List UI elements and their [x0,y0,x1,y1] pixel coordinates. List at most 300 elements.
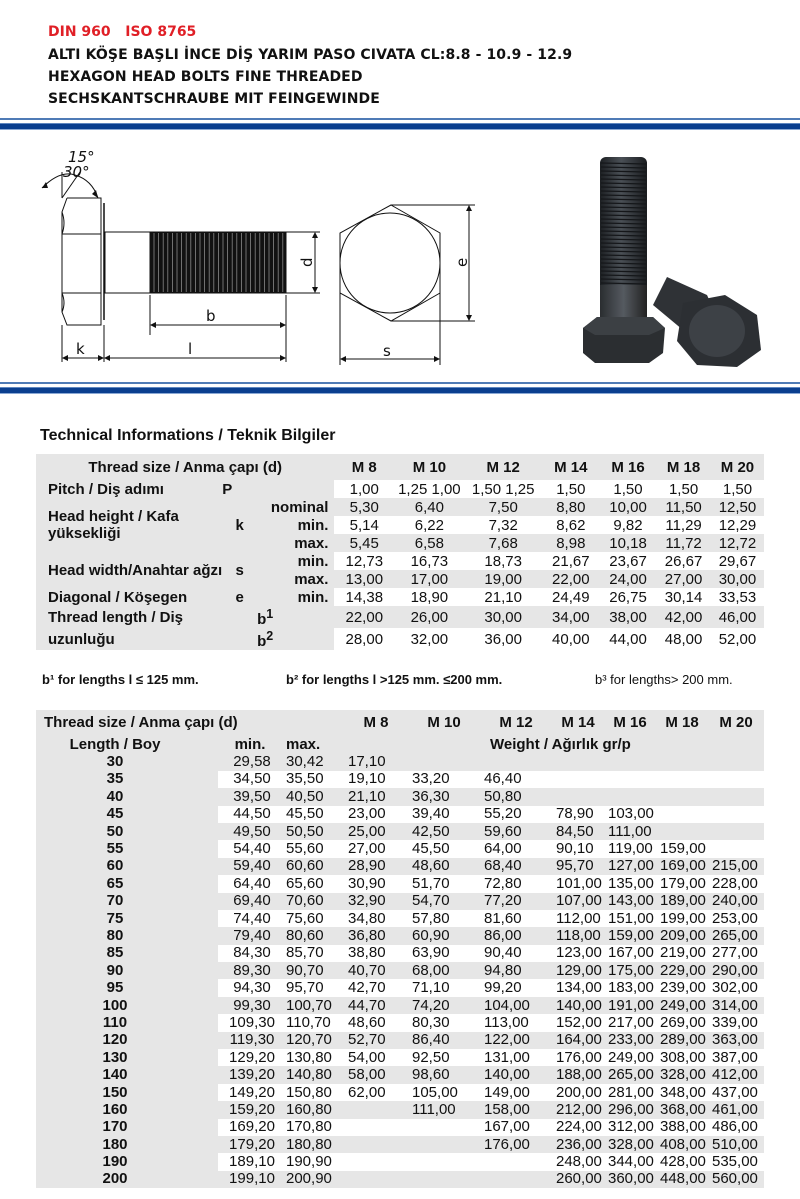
cell-value: 19,00 [484,570,522,588]
weight-cell: 233,00 [608,1031,654,1049]
symbol-b: b [257,633,267,650]
weight-cell: 78,90 [552,806,604,823]
weight-cell: 21,10 [348,787,386,805]
weight-cell: 224,00 [552,1119,604,1136]
weight-cell [552,753,604,770]
min-cell: 59,40 [233,857,271,875]
spacer-cell [184,1136,218,1153]
cell-value: 28,00 [334,628,394,650]
weight-cell: 32,90 [348,892,386,910]
weight-cell: 191,00 [608,996,654,1014]
weight-cell: 448,00 [660,1170,706,1188]
weight-cell: 94,80 [484,961,522,979]
row-label: Diagonal / Köşegen [48,588,188,606]
min-cell: 84,30 [218,945,282,962]
weight-cell: 48,60 [344,1014,408,1031]
weight-cell: 23,00 [344,806,408,823]
table-row [36,893,764,910]
table-row [36,840,764,857]
weight-cell [708,806,764,823]
cell-value: 9,82 [600,516,656,534]
max-cell: 45,50 [282,806,344,823]
row-label: Thread length / Diş [48,608,184,626]
cell-value: 1,50 1,25 [465,480,542,498]
cell-value: 48,00 [656,628,711,650]
length-cell: 80 [106,926,124,944]
weight-cell: 98,60 [412,1066,450,1084]
cell-value: 29,67 [711,552,764,570]
table-row [36,945,764,962]
min-cell: 79,40 [233,926,271,944]
weight-cell: 99,20 [480,979,552,996]
weight-cell: 118,00 [556,926,601,944]
weight-header-row [36,710,764,736]
weight-cell [480,1153,552,1170]
weight-cell: 112,00 [552,910,604,927]
weight-cell: 277,00 [708,945,764,962]
weight-cell: 55,20 [480,806,552,823]
weight-cell: 45,50 [408,840,480,857]
cell-value: 40,00 [542,628,600,650]
weight-cell [344,1101,408,1118]
cell-value: 33,53 [711,588,764,606]
weight-cell: 68,40 [484,857,522,875]
cell-value: 18,73 [465,552,542,570]
cell-value: 52,00 [711,628,764,650]
table-row [36,1084,764,1101]
size-col-header: M 18 [665,714,699,731]
max-cell: 150,80 [282,1084,344,1101]
weight-cell: 140,00 [484,1066,530,1084]
weight-cell: 60,90 [412,926,450,944]
cell-value: 7,50 [488,498,518,516]
length-cell: 150 [102,1083,128,1101]
row-label [36,498,222,552]
cell-value: 7,68 [488,534,518,552]
cell-value: 30,00 [718,570,757,588]
weight-cell: 77,20 [484,892,522,910]
weight-cell: 535,00 [708,1153,764,1170]
row-symbol: e [235,588,244,606]
weight-cell: 36,80 [348,926,386,944]
weight-cell: 328,00 [660,1066,706,1084]
weight-cell: 159,00 [656,840,708,857]
bolt-product-photo [565,145,775,370]
bolt-shank [105,232,320,293]
weight-cell: 105,00 [408,1084,480,1101]
length-cell: 100 [102,996,128,1014]
row-symbol [257,628,334,650]
cell-value: 22,00 [552,570,590,588]
spacer-cell [184,1066,218,1083]
cell-value: 30,14 [656,588,711,606]
table-row [36,979,764,996]
weight-cell: 339,00 [708,1014,764,1031]
weight-cell: 215,00 [712,857,758,875]
weight-cell: 81,60 [480,910,552,927]
table-row [36,1101,764,1118]
size-col-header: M 20 [720,458,755,476]
cell-value: 11,72 [665,534,702,552]
cell-value: 8,98 [556,534,586,552]
weight-cell: 90,40 [480,945,552,962]
note-b3: b³ for lengths> 200 mm. [595,672,733,687]
dim-label-s: s [383,342,391,360]
min-cell: 199,10 [229,1170,275,1188]
weight-cell: 17,10 [348,753,386,771]
cell-value: 11,50 [665,498,702,516]
cell-value: 1,50 [542,480,600,498]
table-row [36,875,764,892]
title-german: SECHSKANTSCHRAUBE MIT FEINGEWINDE [48,91,380,107]
length-cell: 40 [106,787,124,805]
cell-value: 27,00 [664,570,703,588]
spacer-cell [184,1171,218,1188]
size-col-header: M 10 [427,714,461,731]
cell-value: 36,00 [465,628,542,650]
row-symbol [257,606,334,628]
weight-cell: 253,00 [708,910,764,927]
weight-cell: 360,00 [608,1170,654,1188]
spacer-cell [184,962,218,979]
weight-cell: 30,90 [344,875,408,892]
weight-subheader-row [36,736,764,753]
weight-cell: 229,00 [660,961,706,979]
size-col-header: M 18 [666,458,701,476]
table-row [36,1171,764,1188]
symbol-b: b [257,611,267,628]
weight-cell: 119,00 [604,840,656,857]
weight-cell [656,806,708,823]
size-col-header: M 20 [719,714,753,731]
weight-cell: 176,00 [484,1135,530,1153]
weight-cell: 308,00 [656,1049,708,1066]
weight-cell: 38,80 [344,945,408,962]
size-col-header: M 16 [613,714,647,731]
table-row [36,823,764,840]
weight-cell: 164,00 [556,1031,602,1049]
bolt-head-side-view [62,198,104,325]
table-row [36,858,764,875]
min-cell: 99,30 [233,996,271,1014]
max-cell: 85,70 [282,945,344,962]
cell-value: 1,00 [334,480,394,498]
size-col-header: M 14 [554,458,588,476]
size-col-header: M 14 [561,714,595,731]
weight-cell: 122,00 [484,1031,530,1049]
table-row [36,910,764,927]
spacer-cell [184,910,218,927]
weight-cell: 113,00 [480,1014,552,1031]
weight-cell [656,753,708,770]
weight-cell: 134,00 [552,979,604,996]
max-cell: 200,90 [286,1170,332,1188]
weight-cell: 199,00 [656,910,708,927]
weight-cell: 249,00 [660,996,706,1014]
weight-cell [656,823,708,840]
size-col-header: M 8 [351,458,377,476]
max-cell: 55,60 [282,840,344,857]
max-cell: 130,80 [282,1049,344,1066]
weight-cell: 72,80 [480,875,552,892]
size-col-header: M 16 [611,458,645,476]
length-cell: 90 [106,961,124,979]
cell-value: 6,22 [394,516,464,534]
min-header: min. [234,735,266,753]
length-cell: 130 [102,1048,128,1066]
cell-value: 42,00 [664,608,703,626]
spacer-cell [184,1049,218,1066]
table-row [36,771,764,788]
table-row-thread-length-b2 [36,628,764,650]
weight-cell: 179,00 [656,875,708,892]
weight-cell: 58,00 [348,1066,386,1084]
weight-cell: 44,70 [348,996,386,1014]
length-cell: 120 [102,1031,128,1049]
row-sublabel: nominal [270,498,329,516]
weight-cell [656,771,708,788]
weight-cell: 42,50 [412,822,450,840]
weight-cell: 54,00 [344,1049,408,1066]
weight-cell: 437,00 [708,1084,764,1101]
weight-cell: 48,60 [412,857,450,875]
max-cell: 60,60 [286,857,324,875]
weight-cell [408,1119,480,1136]
spacer-cell [184,823,218,840]
weight-cell: 312,00 [604,1119,656,1136]
max-cell: 110,70 [282,1014,344,1031]
min-cell: 49,50 [233,822,271,840]
max-cell: 95,70 [282,979,344,996]
weight-cell: 461,00 [712,1100,758,1118]
cell-value: 7,32 [465,516,542,534]
weight-cell: 269,00 [656,1014,708,1031]
weight-cell: 188,00 [556,1066,602,1084]
cell-value: 21,67 [542,552,600,570]
superscript: 2 [266,629,274,643]
table-row [36,1119,764,1136]
spacer-cell [184,997,218,1014]
weight-table [36,710,764,1188]
thread-size-header: Thread size / Anma çapı (d) [44,714,238,731]
spacer-cell [184,945,218,962]
bolt-technical-drawing [20,140,480,370]
weight-cell [408,1153,480,1170]
weight-cell: 64,00 [480,840,552,857]
weight-cell [708,823,764,840]
top-divider [0,118,800,130]
spacer-cell [184,1153,218,1170]
weight-cell: 92,50 [408,1049,480,1066]
weight-cell: 167,00 [480,1119,552,1136]
spacer-cell [184,1014,218,1031]
weight-cell: 314,00 [712,996,758,1014]
label-line: Head height / Kafa [48,508,179,525]
technical-specs-table [36,454,764,650]
weight-cell: 25,00 [348,822,386,840]
row-sublabel: max. [294,534,329,552]
table-row [36,788,764,805]
weight-cell [480,753,552,770]
spacer-cell [184,927,218,944]
weight-cell: 68,00 [412,961,450,979]
weight-cell: 95,70 [556,857,594,875]
table-row [36,997,764,1014]
cell-value: 18,90 [394,588,464,606]
weight-cell: 101,00 [552,875,604,892]
weight-cell: 248,00 [552,1153,604,1170]
max-cell: 120,70 [286,1031,332,1049]
cell-value: 1,50 [656,480,711,498]
weight-cell: 296,00 [608,1100,654,1118]
length-header: Length / Boy [69,735,161,753]
cell-value: 6,40 [414,498,444,516]
weight-cell: 428,00 [656,1153,708,1170]
weight-cell [604,753,656,770]
max-cell: 170,80 [282,1119,344,1136]
weight-cell: 302,00 [708,979,764,996]
weight-cell [408,1171,480,1188]
weight-cell: 62,00 [344,1084,408,1101]
table-row [36,927,764,944]
weight-cell [604,788,656,805]
weight-cell: 104,00 [484,996,530,1014]
weight-cell: 140,00 [556,996,602,1014]
bolt-standing [583,157,665,363]
weight-cell [344,1171,408,1188]
weight-cell: 90,10 [552,840,604,857]
cell-value: 6,58 [414,534,444,552]
cell-value: 22,00 [345,608,384,626]
spacer-cell [184,1032,218,1049]
dim-label-l: l [188,340,193,358]
length-cell: 30 [106,753,124,771]
document-header [48,20,572,110]
table-row [36,1049,764,1066]
weight-cell [708,771,764,788]
table-row-diagonal [36,588,764,606]
weight-cell: 57,80 [408,910,480,927]
weight-cell: 265,00 [608,1066,654,1084]
weight-cell: 107,00 [556,892,602,910]
min-cell: 159,20 [229,1100,275,1118]
weight-cell: 290,00 [712,961,758,979]
weight-cell [408,753,480,770]
spacer-cell [184,840,218,857]
weight-cell: 63,90 [408,945,480,962]
weight-cell: 54,70 [412,892,450,910]
weight-cell: 28,90 [348,857,386,875]
cell-value: 26,75 [600,588,656,606]
angle-label-15: 15° [68,148,95,166]
title-english: HEXAGON HEAD BOLTS FINE THREADED [48,69,363,85]
weight-cell: 388,00 [656,1119,708,1136]
weight-cell: 46,40 [480,771,552,788]
weight-cell: 239,00 [656,979,708,996]
weight-cell: 19,10 [344,771,408,788]
weight-cell [344,1153,408,1170]
weight-cell: 219,00 [656,945,708,962]
weight-cell [344,1119,408,1136]
superscript: 1 [266,607,274,621]
weight-cell: 111,00 [412,1100,456,1118]
row-sublabel: min. [297,516,329,534]
weight-cell: 189,00 [660,892,706,910]
cell-value: 8,80 [556,498,586,516]
weight-cell: 86,00 [484,926,522,944]
table-row-pitch [36,480,764,498]
weight-cell: 240,00 [712,892,758,910]
weight-cell [708,788,764,805]
weight-cell: 183,00 [604,979,656,996]
spacer-cell [184,788,218,805]
weight-cell: 260,00 [556,1170,602,1188]
spacer-cell [184,858,218,875]
length-cell: 45 [106,805,124,823]
spacer-cell [184,875,218,892]
weight-cell: 281,00 [604,1084,656,1101]
length-cell: 160 [102,1100,128,1118]
length-cell: 70 [106,892,124,910]
length-cell: 95 [106,979,124,997]
size-col-header: M 8 [363,714,389,731]
table-row-head-width-min [36,552,764,570]
label-line: yüksekliği [48,525,121,542]
table-row [36,1066,764,1083]
min-cell: 169,20 [218,1119,282,1136]
weight-cell [552,771,604,788]
table-row [36,1032,764,1049]
cell-value: 1,50 [711,480,764,498]
length-cell: 180 [102,1135,128,1153]
row-sublabel: max. [294,570,329,588]
weight-cell: 200,00 [552,1084,604,1101]
max-cell: 40,50 [286,787,324,805]
weight-cell: 289,00 [660,1031,706,1049]
max-cell: 140,80 [286,1066,332,1084]
weight-cell: 151,00 [604,910,656,927]
row-label: Head width/Anahtar ağzı [48,561,223,579]
row-sublabel: min. [297,552,329,570]
row-label: uzunluğu [48,630,115,648]
bolt-lying [653,277,761,367]
weight-cell: 265,00 [712,926,758,944]
weight-cell: 412,00 [712,1066,758,1084]
weight-cell [552,788,604,805]
cell-value: 12,29 [711,516,764,534]
size-col-header: M 12 [486,458,520,476]
max-cell: 30,42 [286,753,324,771]
min-cell: 89,30 [233,961,271,979]
length-cell: 60 [106,857,124,875]
weight-cell [480,1171,552,1188]
weight-cell: 84,50 [556,822,594,840]
length-cell: 170 [102,1118,128,1136]
spacer-cell [184,1101,218,1118]
weight-cell: 167,00 [604,945,656,962]
cell-value: 24,49 [542,588,600,606]
cell-value: 26,00 [410,608,449,626]
row-symbol: P [222,480,233,498]
standard-codes: DIN 960 ISO 8765 [48,24,197,40]
spacer-cell [184,1084,218,1101]
min-cell: 189,10 [218,1153,282,1170]
weight-cell: 103,00 [604,806,656,823]
weight-cell: 387,00 [708,1049,764,1066]
size-col-header: M 10 [412,458,447,476]
table-row [36,1153,764,1170]
min-cell: 29,58 [233,753,271,771]
